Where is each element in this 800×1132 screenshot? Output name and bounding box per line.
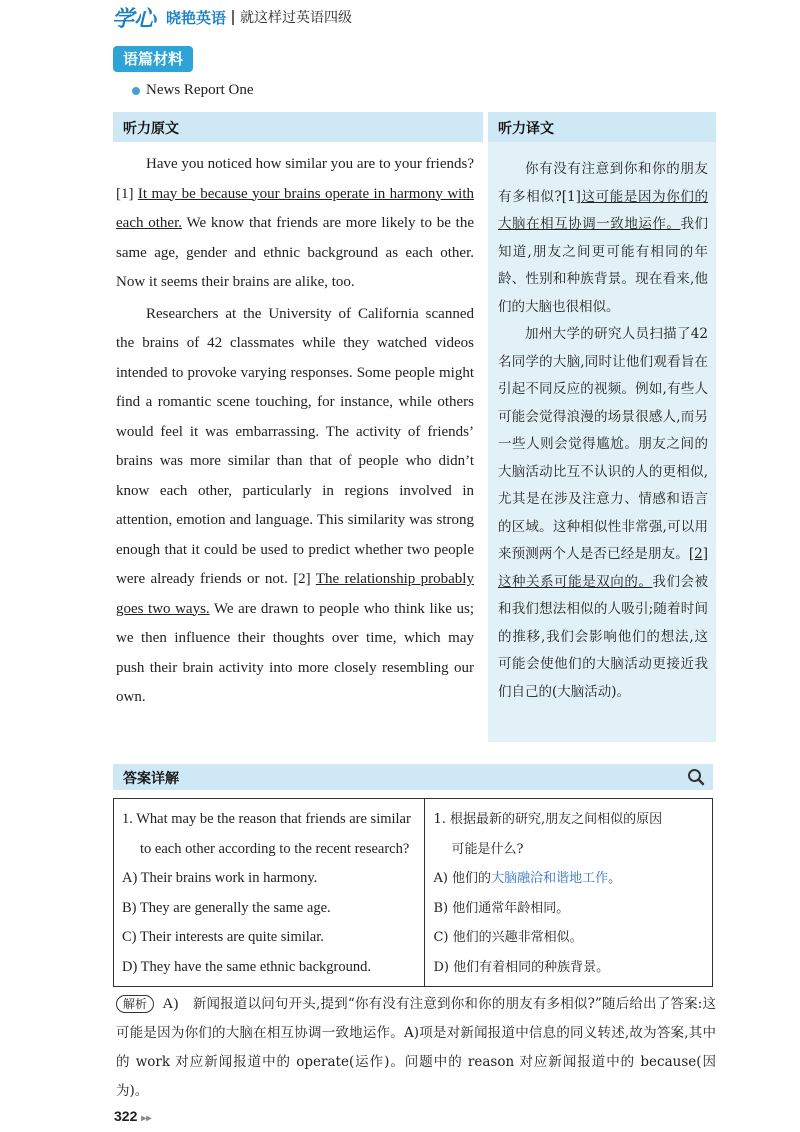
option-b-cn: B) 他们通常年龄相同。 — [433, 900, 570, 916]
key-sentence-2-cn: [2]这种关系可能是双向的。 — [498, 546, 708, 590]
left-column-header — [113, 112, 483, 142]
english-paragraph-1: Have you noticed how similar you are to your friends? [1] It may be because your brains operate in harmony with each other. We know that friends are more likely to be the same age, gender and ethnic background as each other. Now it seems their brains are alike, too. — [116, 156, 475, 290]
brand-name: 晓艳英语 — [166, 8, 227, 27]
news-title-text: News Report One — [146, 82, 254, 98]
question-table — [113, 798, 713, 987]
question-chinese: 1. 根据最新的研究,朋友之间相似的原因 可能是什么? A) 他们的大脑融洽和谐地工作。 B) 他们通常年龄相同。 C) 他们的兴趣非常相似。 D) 他们有着相同的种族背景。 — [425, 799, 713, 987]
left-column-title: 听力原文 — [123, 121, 179, 137]
option-d-cn: D) 他们有着相同的种族背景。 — [433, 959, 610, 975]
key-sentence-2: The relationship probably goes two ways. — [116, 571, 474, 617]
news-title — [132, 82, 253, 99]
english-paragraph-2: Researchers at the University of California scanned the brains of 42 classmates while they watched videos intended to provoke varying responses. Some people might find a romantic scene touching, for instance, while others would feel it was embarrassing. The activity of friends’ brains was more similar than that of people who didn’t know each other, particularly in regions involved in attention, emotion and language. This similarity was strong enough that it could be used to predict whether two people were already friends or not. [2] The relationship probably goes two ways. We are drawn to people who think like us; we then influence their thoughts over time, which may push their brain activity into more closely resembling our own. — [116, 305, 474, 705]
explanation-tag: 解析 — [116, 995, 154, 1013]
answer-header — [113, 764, 713, 790]
chinese-paragraph-1: 你有没有注意到你和你的朋友有多相似?[1]这可能是因为你们的大脑在相互协调一致地运作。我们知道,朋友之间更可能有相同的年龄、性别和种族背景。现在看来,他们的大脑也很相似。 — [498, 161, 709, 315]
key-sentence-1: It may be because your brains operate in harmony with each other. — [116, 185, 474, 231]
option-d: D) They have the same ethnic background. — [122, 958, 371, 975]
section-tag: 语篇材料 — [113, 46, 193, 72]
chinese-translation — [488, 142, 716, 742]
english-transcript — [116, 150, 474, 713]
right-column-title: 听力译文 — [498, 121, 554, 137]
bullet-icon — [132, 87, 140, 95]
question-english: 1. What may be the reason that friends are similar to each other according to the recent research? A) Their brains work in harmony. B) They are generally the same age. C) Their interests are quite similar. D) They have the same ethnic background. — [114, 799, 425, 987]
right-column-header — [488, 112, 716, 142]
explanation — [116, 990, 716, 1106]
key-sentence-1-cn: 这可能是因为你们的大脑在相互协调一致地运作。 — [498, 188, 708, 232]
chinese-paragraph-2: 加州大学的研究人员扫描了42名同学的大脑,同时让他们观看旨在引起不同反应的视频。例如,有些人可能会觉得浪漫的场景很感人,而另一些人则会觉得尴尬。朋友之间的大脑活动比互不认识的人的更相似,尤其是在涉及注意力、情感和语言的区域。这种相似性非常强,可以用来预测两个人是否已经是朋友。[2]这种关系可能是双向的。我们会被和我们想法相似的人吸引;随着时间的推移,我们会影响他们的想法,这可能会使他们的大脑活动更接近我们自己的(大脑活动)。 — [498, 326, 709, 700]
option-c: C) Their interests are quite similar. — [122, 929, 324, 945]
option-a-cn: A) 他们的大脑融洽和谐地工作。 — [433, 871, 622, 886]
option-a: A) Their brains work in harmony. — [122, 870, 318, 886]
answer-title: 答案详解 — [123, 771, 179, 787]
header-slogan: 就这样过英语四级 — [240, 10, 353, 26]
explanation-text: 新闻报道以问句开头,提到“你有没有注意到你和你的朋友有多相似?”随后给出了答案:这可能是因为你们的大脑在相互协调一致地运作。A)项是对新闻报道中信息的同义转述,故为答案,其中的 work 对应新闻报道中的 operate(运作)。问题中的 reason 对应新闻报道中的 because(因为)。 — [116, 996, 716, 1099]
page-header — [112, 4, 352, 30]
publisher-logo — [112, 2, 226, 33]
header-divider — [232, 10, 234, 25]
answer-letter: A) — [162, 996, 179, 1012]
option-c-cn: C) 他们的兴趣非常相似。 — [433, 930, 583, 945]
page-number: 322 ▸▸ — [114, 1108, 152, 1124]
search-icon — [687, 768, 705, 786]
option-b: B) They are generally the same age. — [122, 899, 331, 916]
logo-mark: 学心 — [112, 6, 157, 32]
page-arrow-icon: ▸▸ — [141, 1113, 152, 1124]
highlighted-answer: 大脑融洽和谐地工作 — [491, 871, 609, 886]
